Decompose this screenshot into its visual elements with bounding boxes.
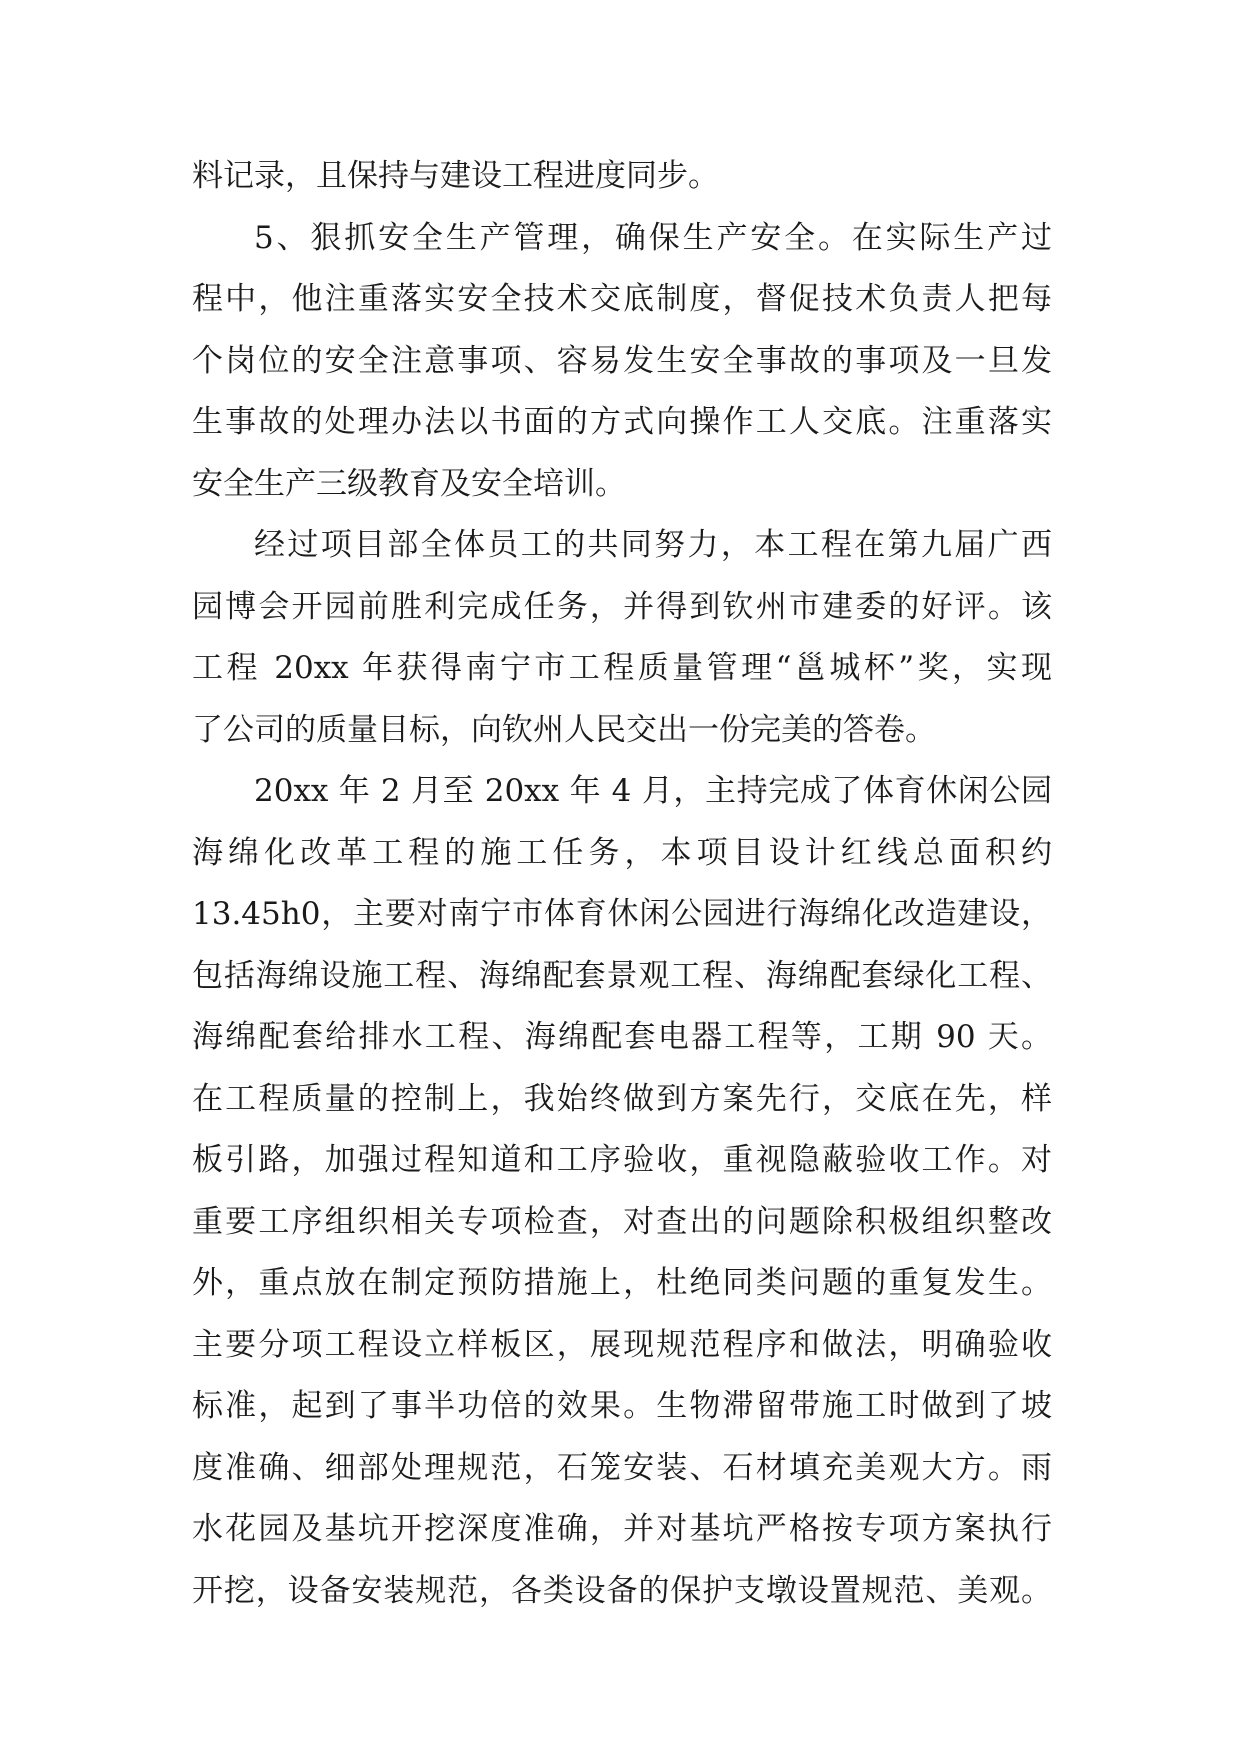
text-line: 板引路，加强过程知道和工序验收，重视隐蔽验收工作。对 <box>192 1142 1052 1178</box>
text-line: 重要工序组织相关专项检查，对查出的问题除积极组织整改 <box>192 1203 1052 1240</box>
text-line: 标准，起到了事半功倍的效果。生物滞留带施工时做到了坡 <box>192 1388 1052 1424</box>
text-line: 在工程质量的控制上，我始终做到方案先行，交底在先，样 <box>192 1080 1052 1117</box>
text-line: 13.45h0，主要对南宁市体育休闲公园进行海绵化改造建设， <box>192 896 1052 932</box>
text-line: 经过项目部全体员工的共同努力，本工程在第九届广西 <box>254 527 1052 563</box>
text-line: 20xx 年 2 月至 20xx 年 4 月，主持完成了体育休闲公园 <box>254 773 1052 809</box>
text-line: 生事故的处理办法以书面的方式向操作工人交底。注重落实 <box>192 404 1052 440</box>
text-line: 外，重点放在制定预防措施上，杜绝同类问题的重复发生。 <box>192 1265 1052 1301</box>
text-line: 水花园及基坑开挖深度准确，并对基坑严格按专项方案执行 <box>192 1511 1052 1547</box>
text-line: 5、狠抓安全生产管理，确保生产安全。在实际生产过 <box>254 219 1052 256</box>
text-line: 包括海绵设施工程、海绵配套景观工程、海绵配套绿化工程、 <box>192 957 1052 994</box>
text-line: 园博会开园前胜利完成任务，并得到钦州市建委的好评。该 <box>192 588 1052 625</box>
text-line: 海绵化改革工程的施工任务，本项目设计红线总面积约 <box>192 834 1052 871</box>
text-line: 海绵配套给排水工程、海绵配套电器工程等，工期 90 天。 <box>192 1019 1052 1055</box>
text-line: 安全生产三级教育及安全培训。 <box>192 465 626 502</box>
text-line: 工程 20xx 年获得南宁市工程质量管理“邕城杯”奖，实现 <box>192 650 1052 686</box>
text-line: 开挖，设备安装规范，各类设备的保护支墩设置规范、美观。 <box>192 1572 1052 1609</box>
text-line: 主要分项工程设立样板区，展现规范程序和做法，明确验收 <box>192 1326 1052 1363</box>
body-text <box>192 146 1052 1622</box>
text-line: 度准确、细部处理规范，石笼安装、石材填充美观大方。雨 <box>192 1449 1052 1486</box>
text-line: 料记录，且保持与建设工程进度同步。 <box>192 158 719 194</box>
text-line: 个岗位的安全注意事项、容易发生安全事故的事项及一旦发 <box>192 342 1052 379</box>
text-line: 程中，他注重落实安全技术交底制度，督促技术负责人把每 <box>192 281 1052 317</box>
text-line: 了公司的质量目标，向钦州人民交出一份完美的答卷。 <box>192 711 936 748</box>
